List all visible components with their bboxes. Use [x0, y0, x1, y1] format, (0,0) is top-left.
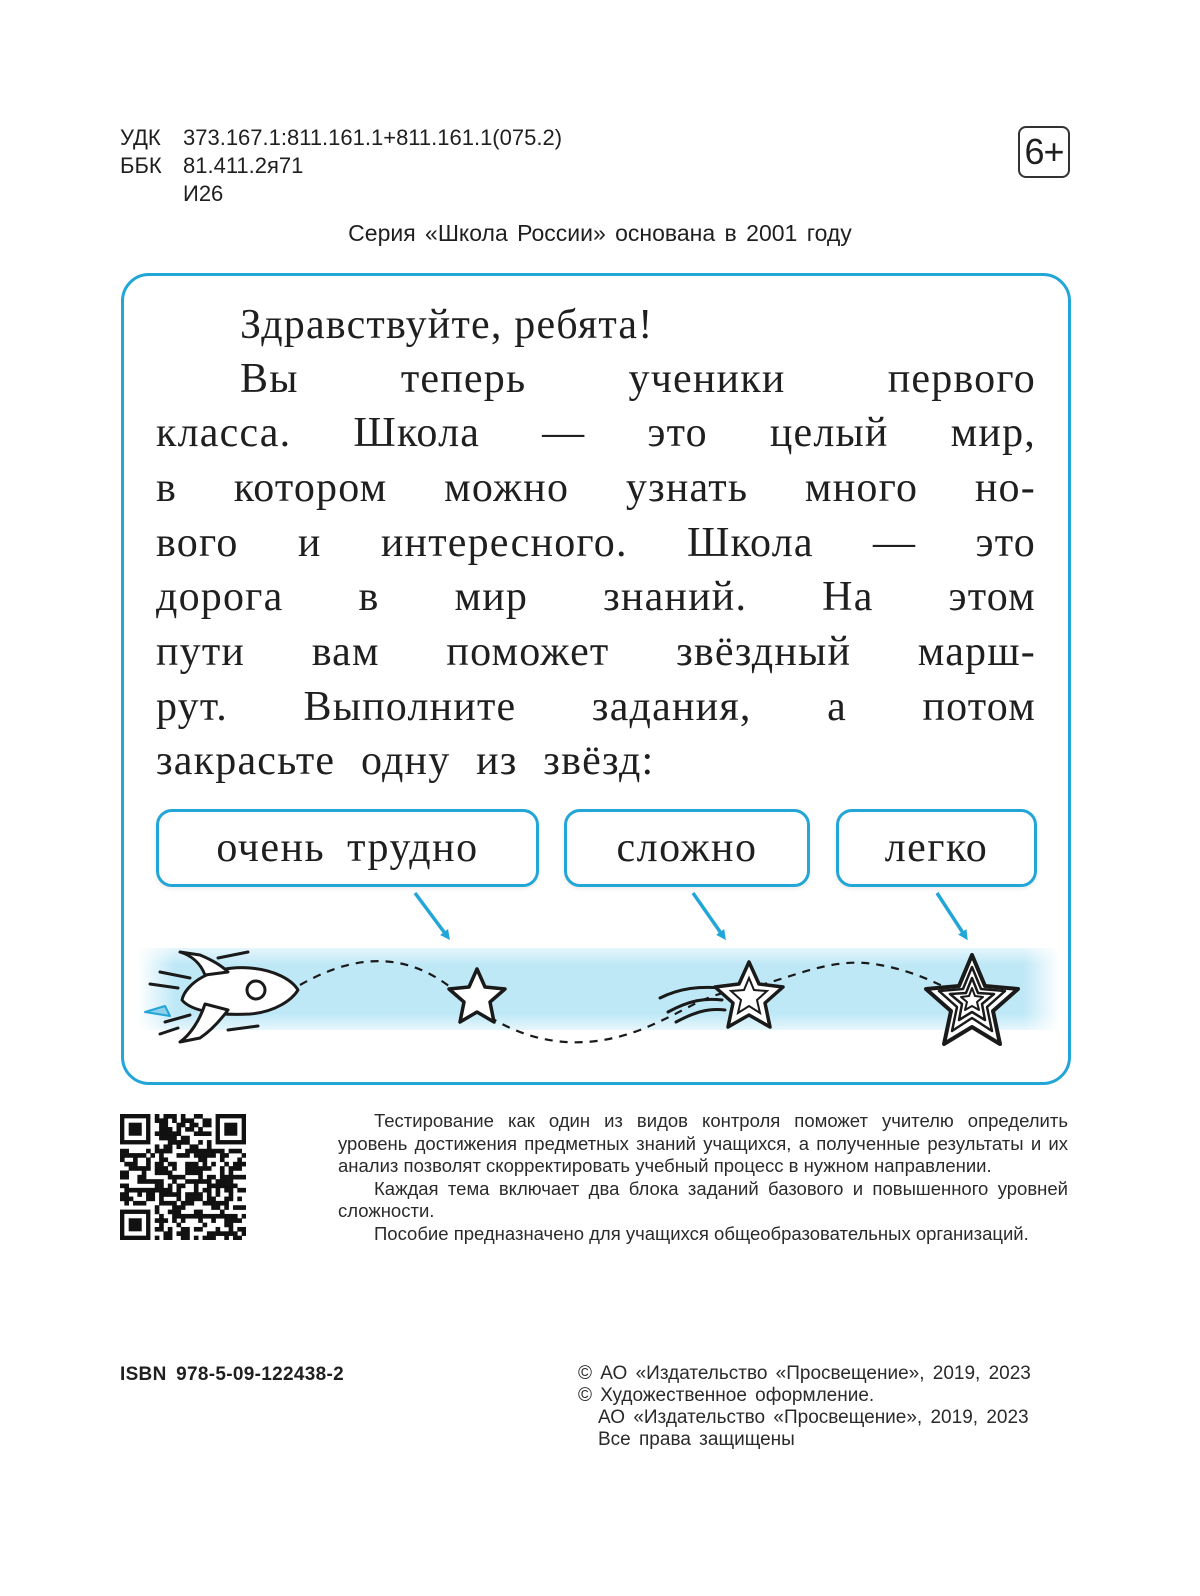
intro-word: Выполните: [303, 684, 517, 730]
arrow-easy: [937, 893, 965, 936]
intro-word: Вы: [240, 356, 299, 402]
series-note: Серия «Школа России» основана в 2001 году: [348, 220, 852, 246]
intro-word: вам: [311, 629, 380, 675]
intro-word: потом: [922, 684, 1036, 730]
intro-word: но-: [974, 465, 1036, 511]
copyright-line-1: © АО «Издательство «Просвещение», 2019, 2023: [578, 1363, 1031, 1384]
label-very-hard: очень трудно: [156, 809, 539, 887]
intro-word: вого: [156, 520, 239, 566]
intro-word: дорога: [156, 574, 284, 620]
copyright-block: [578, 1363, 1031, 1451]
intro-word: —: [542, 410, 586, 456]
intro-word: первого: [887, 356, 1036, 402]
intro-word: это: [647, 410, 708, 456]
intro-word: это: [975, 520, 1036, 566]
intro-word: в: [156, 465, 178, 511]
intro-word: класса.: [156, 410, 292, 456]
intro-word: ученики: [628, 356, 786, 402]
bbk-value: 81.411.2я71: [183, 153, 304, 178]
intro-word: котором: [233, 465, 388, 511]
description-paragraph-2: Каждая тема включает два блока заданий базового и повышенного уровней сложности.: [338, 1177, 1068, 1221]
intro-word: На: [822, 574, 874, 620]
intro-word: в: [358, 574, 380, 620]
intro-word: узнать: [625, 465, 749, 511]
intro-word: а: [827, 684, 847, 730]
udk-label: УДК: [120, 125, 161, 150]
label-hard: сложно: [564, 809, 810, 887]
copyright-line-4: Все права защищены: [598, 1429, 795, 1450]
description-block: [338, 1110, 1068, 1245]
copyright-line-3: АО «Издательство «Просвещение», 2019, 2023: [598, 1407, 1029, 1428]
isbn: ISBN 978-5-09-122438-2: [120, 1364, 344, 1385]
description-paragraph-1: Тестирование как один из видов контроля поможет учителю определить уровень достижения предметных знаний учащихся, а полученные результаты и их анализ позволят скорректировать учебный процесс в нужном направлении.: [338, 1110, 1068, 1176]
author-mark: И26: [183, 181, 224, 206]
intro-word: Школа: [353, 410, 481, 456]
intro-word: и: [297, 520, 322, 566]
intro-word: поможет: [446, 629, 610, 675]
intro-word: —: [873, 520, 917, 566]
qr-code[interactable]: [120, 1114, 246, 1240]
arrow-hard: [693, 893, 723, 936]
intro-word: пути: [156, 629, 246, 675]
intro-last-line: закрасьте одну из звёзд:: [156, 738, 655, 784]
intro-greeting: Здравствуйте, ребята!: [240, 302, 654, 348]
intro-word: Школа: [687, 520, 814, 566]
description-paragraph-3: Пособие предназначено для учащихся общеобразовательных организаций.: [374, 1222, 1029, 1244]
intro-word: этом: [948, 574, 1036, 620]
label-easy: легко: [836, 809, 1037, 887]
intro-word: звёздный: [676, 629, 852, 675]
intro-word: мир,: [950, 410, 1036, 456]
intro-word: теперь: [400, 356, 527, 402]
intro-word: задания,: [591, 684, 752, 730]
intro-word: мир: [454, 574, 529, 620]
intro-word: марш-: [917, 629, 1036, 675]
udk-value: 373.167.1:811.161.1+811.161.1(075.2): [183, 125, 563, 150]
bbk-label: ББК: [120, 153, 162, 178]
intro-word: можно: [444, 465, 570, 511]
intro-word: много: [804, 465, 919, 511]
copyright-line-2: © Художественное оформление.: [578, 1385, 875, 1406]
age-rating-badge: 6+: [1018, 126, 1070, 178]
intro-word: рут.: [156, 684, 228, 730]
intro-word: целый: [769, 410, 889, 456]
intro-word: интересного.: [380, 520, 628, 566]
arrow-very-hard: [415, 893, 447, 936]
intro-word: знаний.: [603, 574, 748, 620]
